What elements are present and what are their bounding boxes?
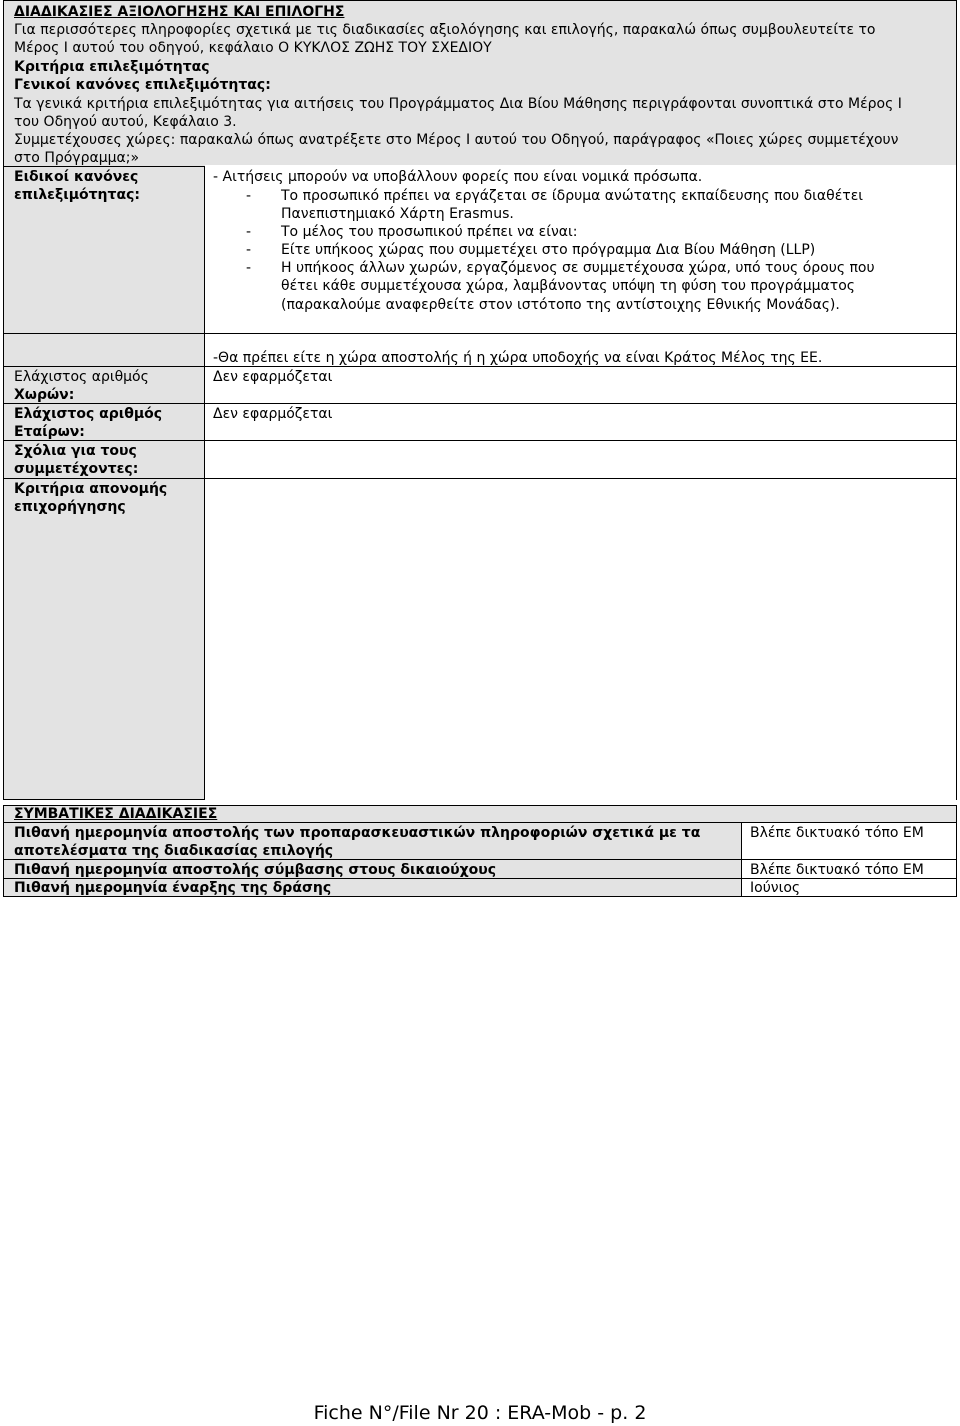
min-partners-value: Δεν εφαρμόζεται (213, 406, 333, 422)
countries-text: Συμμετέχουσες χώρες: παρακαλώ όπως ανατρέξετε στο Μέρος Ι αυτού του Οδηγού, παράγραφος «Ποιες χώρες συμμετέχουν (14, 132, 899, 148)
row-divider (205, 366, 956, 367)
bullet-dash: - (246, 224, 252, 240)
column-divider (204, 166, 205, 800)
bullet-dash: - (246, 242, 252, 258)
general-rules-text: του Οδηγού αυτού, Κεφάλαιο 3. (14, 114, 237, 130)
row-divider (4, 478, 956, 479)
page-footer: Fiche N°/File Nr 20 : ERA-Mob - p. 2 (313, 1402, 647, 1424)
comments-label: συμμετέχοντες: (14, 461, 139, 477)
row-divider (4, 403, 956, 404)
row-divider (4, 333, 956, 334)
countries-text: στο Πρόγραμμα;» (14, 150, 140, 166)
eligibility-heading: Κριτήρια επιλεξιμότητας (14, 59, 210, 75)
min-partners-label: Εταίρων: (14, 424, 85, 440)
special-rule-line: Η υπήκοος άλλων χωρών, εργαζόμενος σε συμμετέχουσα χώρα, υπό τους όρους που (281, 260, 875, 276)
contract-row-label: Πιθανή ημερομηνία αποστολής των προπαρασκευαστικών πληροφοριών σχετικά με τα (14, 825, 701, 841)
bullet-dash: - (246, 260, 252, 276)
general-rules-text: Τα γενικά κριτήρια επιλεξιμότητας για αιτήσεις του Προγράμματος Δια Βίου Μάθησης περιγράφονται συνοπτικά στο Μέρος Ι (14, 96, 902, 112)
bullet-dash: - (246, 188, 252, 204)
intro-text: Μέρος Ι αυτού του οδηγού, κεφάλαιο Ο ΚΥΚΛΟΣ ΖΩΗΣ ΤΟΥ ΣΧΕΔΙΟΥ (14, 40, 492, 56)
contract-row-value: Βλέπε δικτυακό τόπο ΕΜ (750, 862, 924, 878)
special-rule-line: θέτει κάθε συμμετέχουσα χώρα, λαμβάνοντας υπόψη τη φύση του προγράμματος (281, 278, 855, 294)
award-criteria-label: Κριτήρια απονομής (14, 481, 168, 497)
contract-row-label: Πιθανή ημερομηνία έναρξης της δράσης (14, 880, 332, 896)
comments-label: Σχόλια για τους (14, 443, 137, 459)
min-countries-value: Δεν εφαρμόζεται (213, 369, 333, 385)
special-rule-line: Είτε υπήκοος χώρας που συμμετέχει στο πρόγραμμα Δια Βίου Μάθηση (LLP) (281, 242, 816, 258)
row-divider (4, 440, 956, 441)
special-rules-label: επιλεξιμότητας: (14, 187, 140, 203)
contract-row-label: Πιθανή ημερομηνία αποστολής σύμβασης στους δικαιούχους (14, 862, 496, 878)
special-rule-line: (παρακαλούμε αναφερθείτε στον ιστότοπο της αντίστοιχης Εθνικής Μονάδας). (281, 297, 840, 313)
min-partners-label: Ελάχιστος αριθμός (14, 406, 163, 422)
intro-text: Για περισσότερες πληροφορίες σχετικά με τις διαδικασίες αξιολόγησης και επιλογής, παρακαλώ όπως συμβουλευτείτε το (14, 22, 876, 38)
special-rule-line: -Θα πρέπει είτε η χώρα αποστολής ή η χώρα υποδοχής να είναι Κράτος Μέλος της ΕΕ. (213, 350, 823, 366)
section-title: ΣΥΜΒΑΤΙΚΕΣ ΔΙΑΔΙΚΑΣΙΕΣ (14, 806, 218, 822)
contract-row-label: αποτελέσματα της διαδικασίας επιλογής (14, 843, 334, 859)
contract-row-value: Βλέπε δικτυακό τόπο ΕΜ (750, 825, 924, 841)
row-divider (4, 366, 204, 367)
min-countries-label: Ελάχιστος αριθμός (14, 369, 149, 385)
min-countries-label: Χωρών: (14, 387, 75, 403)
contract-row-value: Ιούνιος (750, 880, 801, 896)
special-rule-line: Πανεπιστημιακό Χάρτη Erasmus. (281, 206, 514, 222)
special-rule-line: Το μέλος του προσωπικού πρέπει να είναι: (281, 224, 578, 240)
section-title: ΔΙΑΔΙΚΑΣΙΕΣ ΑΞΙΟΛΟΓΗΣΗΣ ΚΑΙ ΕΠΙΛΟΓΗΣ (14, 4, 345, 20)
award-criteria-label: επιχορήγησης (14, 499, 126, 515)
special-rule-line: - Αιτήσεις μπορούν να υποβάλλουν φορείς που είναι νομικά πρόσωπα. (213, 169, 703, 185)
row-divider (4, 859, 956, 860)
general-rules-heading: Γενικοί κανόνες επιλεξιμότητας: (14, 77, 271, 93)
special-rule-line: Το προσωπικό πρέπει να εργάζεται σε ίδρυμα ανώτατης εκπαίδευσης που διαθέτει (281, 188, 864, 204)
special-rules-label: Ειδικοί κανόνες (14, 169, 139, 185)
